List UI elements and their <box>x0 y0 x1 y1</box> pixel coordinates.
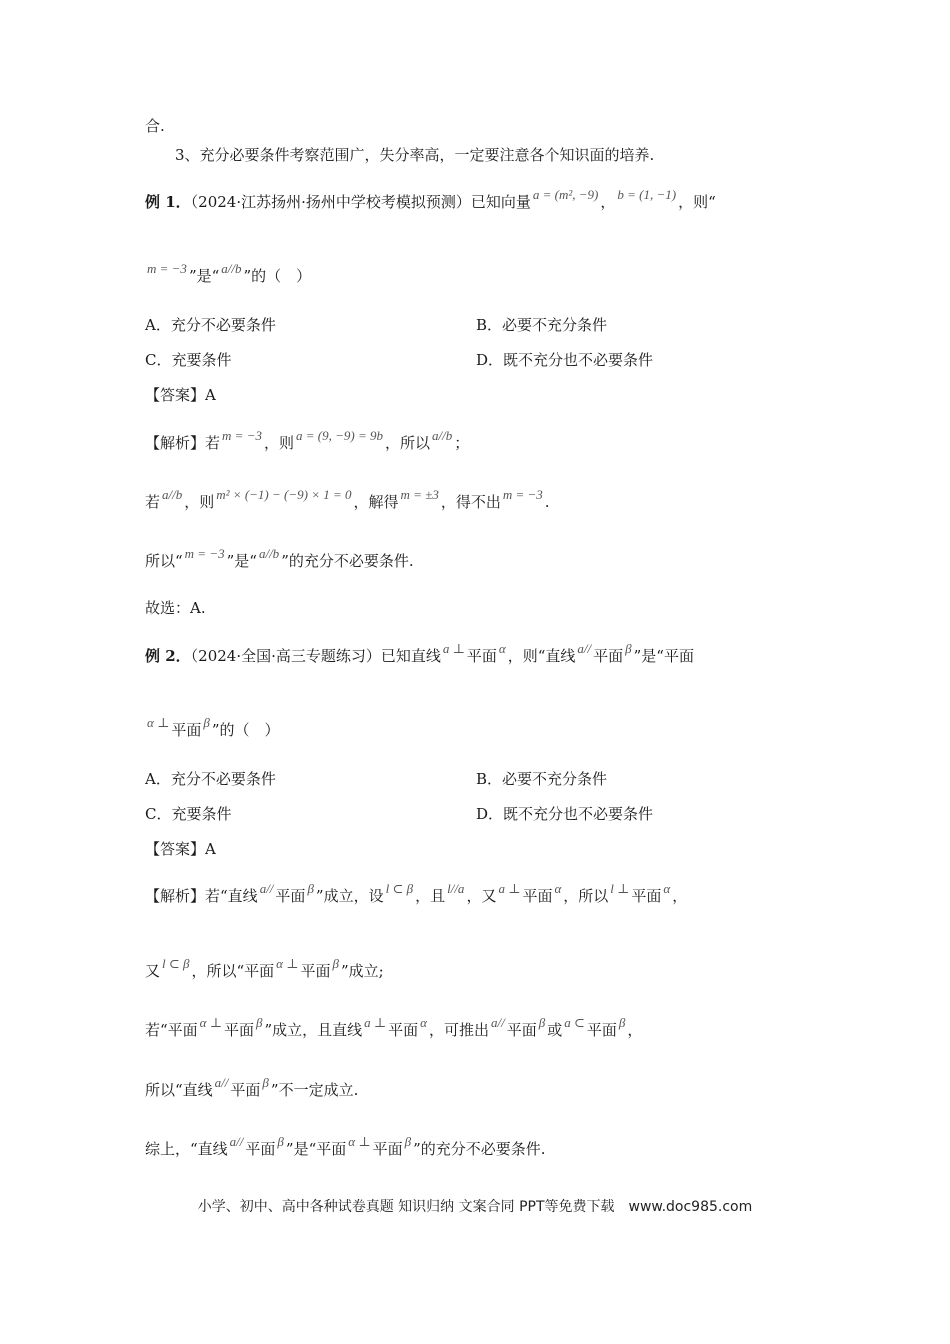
math: β <box>256 1015 263 1030</box>
option-a: A．充分不必要条件 <box>145 316 276 334</box>
math: b = (1, −1) <box>617 187 677 202</box>
math: β <box>262 1075 269 1090</box>
option-b: B．必要不充分条件 <box>476 770 608 788</box>
math: m = ±3 <box>400 487 439 502</box>
math: α <box>498 641 506 656</box>
math: a ⊥ <box>442 641 465 656</box>
math: m = −3 <box>502 487 543 502</box>
math: a// <box>259 881 274 896</box>
math: a//b <box>221 261 242 276</box>
example-1-question-cont: m = −3 ”是“ a//b ”的（ ） <box>147 261 312 285</box>
math: a// <box>214 1075 229 1090</box>
math: m = −3 <box>222 428 262 443</box>
math: β <box>203 715 210 730</box>
analysis-line: 又 l ⊂ β ，所以“平面 α ⊥ 平面 β ”成立; <box>145 956 384 980</box>
example-label: 例 2． <box>145 647 191 665</box>
text-line: 合. <box>145 117 165 135</box>
option-b: B．必要不充分条件 <box>476 316 608 334</box>
math: a//b <box>162 487 183 502</box>
analysis-line: 所以“ m = −3 ”是“ a//b ”的充分不必要条件. <box>145 546 414 570</box>
math: l ⊂ β <box>385 881 414 896</box>
analysis-line: 所以“直线 a// 平面 β ”不一定成立. <box>145 1075 359 1099</box>
math: a ⊥ <box>364 1015 387 1030</box>
math: β <box>332 956 339 971</box>
point-3: 3、充分必要条件考察范围广，失分率高，一定要注意各个知识面的培养. <box>175 146 655 164</box>
example-label: 例 1． <box>145 193 191 211</box>
math: α <box>554 881 562 896</box>
math: a = (m², −9) <box>532 187 599 202</box>
math: α <box>663 881 671 896</box>
analysis-line: 若 a//b ，则 m² × (−1) − (−9) × 1 = 0 ，解得 m = ±3 ，得不出 m = −3 . <box>145 487 550 511</box>
math: β <box>538 1015 546 1030</box>
math: β <box>625 641 632 656</box>
answer: 【答案】A <box>145 840 216 858</box>
math: β <box>307 881 314 896</box>
math: β <box>404 1134 412 1149</box>
option-d: D．既不充分也不必要条件 <box>476 805 654 823</box>
math: m = −3 <box>147 261 187 276</box>
analysis-line: 综上，“直线 a// 平面 β ”是“平面 α ⊥ 平面 β ”的充分不必要条件. <box>145 1134 546 1158</box>
math: a//b <box>431 428 453 443</box>
math: β <box>277 1134 284 1149</box>
math: a//b <box>258 546 280 561</box>
choose-line: 故选：A. <box>145 599 206 617</box>
answer: 【答案】A <box>145 386 216 404</box>
math: α ⊥ <box>276 956 299 971</box>
math: m = −3 <box>184 546 225 561</box>
math: α ⊥ <box>199 1015 222 1030</box>
math: l ⊥ <box>610 881 630 896</box>
analysis-line: 若“平面 α ⊥ 平面 β ”成立，且直线 a ⊥ 平面 α ，可推出 a// 平面 β 或 a ⊂ 平面 β ， <box>145 1015 643 1039</box>
math: a// <box>491 1015 505 1030</box>
math: α <box>420 1015 427 1030</box>
math: a = (9, −9) = 9b <box>295 428 383 443</box>
math: a ⊥ <box>498 881 521 896</box>
example-2-question: 例 2．（2024·全国·高三专题练习）已知直线 a ⊥ 平面 α ，则“直线 a// 平面 β ”是“平面 <box>145 641 694 665</box>
math: α ⊥ <box>348 1134 371 1149</box>
math: l//a <box>447 881 465 896</box>
option-a: A．充分不必要条件 <box>145 770 276 788</box>
math: a// <box>577 641 592 656</box>
example-2-question-cont: α ⊥ 平面 β ”的（ ） <box>147 715 280 739</box>
analysis-line: 【解析】若 m = −3 ，则 a = (9, −9) = 9b ，所以 a//b ； <box>145 428 470 452</box>
analysis-line: 【解析】若“直线 a// 平面 β ”成立，设 l ⊂ β ，且 l//a ，又 a ⊥ 平面 α ，所以 l ⊥ 平面 α ， <box>145 881 688 905</box>
math: a// <box>229 1134 244 1149</box>
option-c: C．充要条件 <box>145 805 232 823</box>
math: α ⊥ <box>147 715 170 730</box>
option-d: D．既不充分也不必要条件 <box>476 351 654 369</box>
math: a ⊂ <box>564 1015 585 1030</box>
math: m² × (−1) − (−9) × 1 = 0 <box>216 487 352 502</box>
math: l ⊂ β <box>162 956 190 971</box>
example-1-question: 例 1．（2024·江苏扬州·扬州中学校考模拟预测）已知向量 a = (m², −9) ， b = (1, −1) ，则“ <box>145 187 716 211</box>
page-footer: 小学、初中、高中各种试卷真题 知识归纳 文案合同 PPT等免费下载 www.doc985.com <box>197 1199 753 1215</box>
option-c: C．充要条件 <box>145 351 232 369</box>
math: β <box>618 1015 626 1030</box>
